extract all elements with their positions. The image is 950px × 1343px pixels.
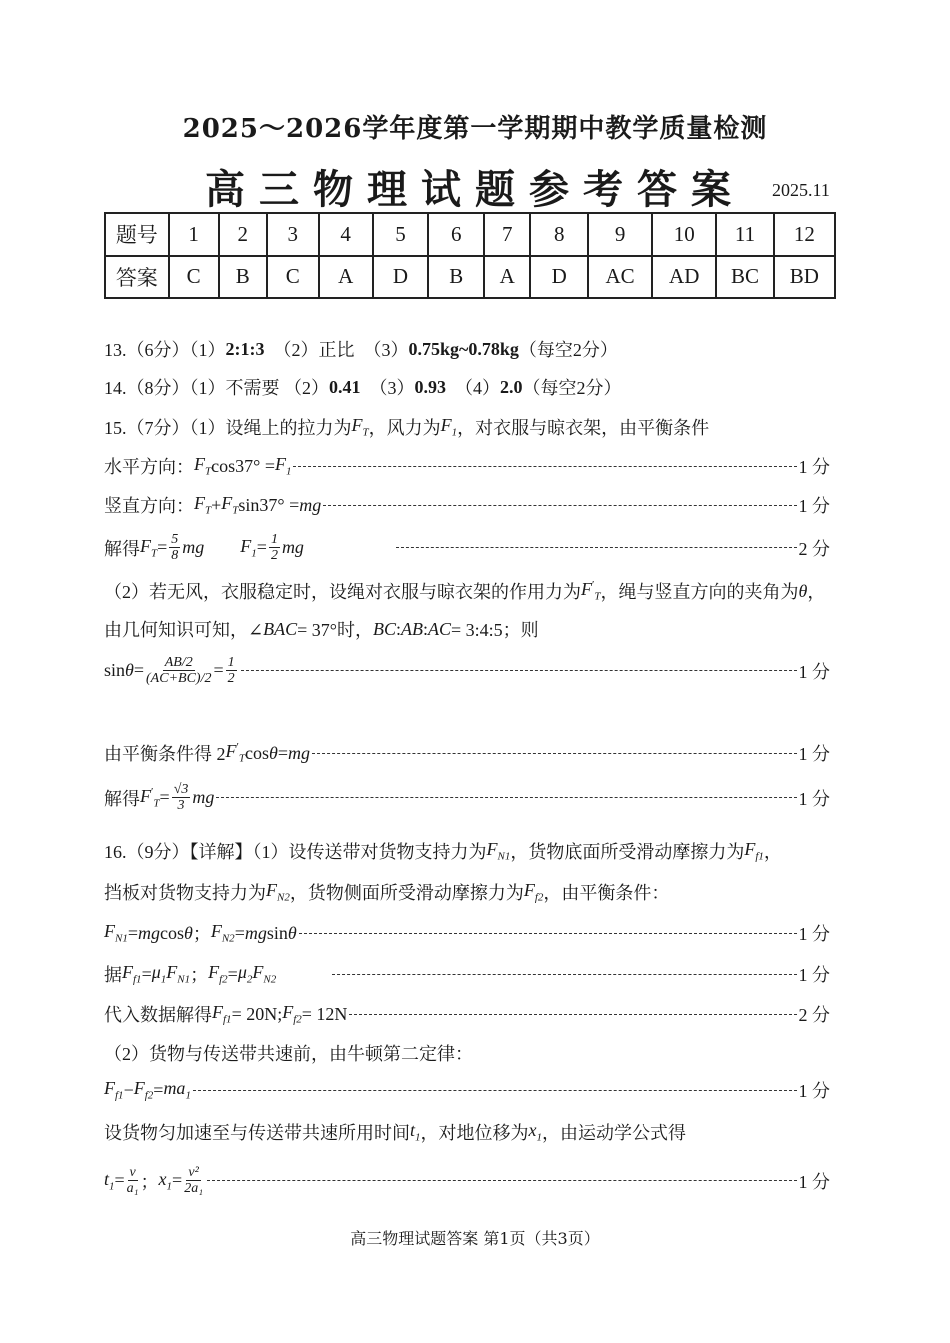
row-label: 题号 bbox=[105, 213, 169, 256]
math-variable bbox=[138, 923, 160, 944]
answer-cell: D bbox=[373, 256, 429, 299]
prime-mark: ′ bbox=[592, 579, 595, 592]
variable-symbol: F bbox=[486, 839, 498, 860]
prime-mark: ′ bbox=[151, 786, 154, 799]
math-variable bbox=[744, 839, 764, 863]
math-variable bbox=[104, 1169, 115, 1193]
variable-symbol: F bbox=[140, 786, 151, 807]
math-variable bbox=[221, 493, 238, 517]
text-segment: sin bbox=[266, 922, 288, 943]
text-segment: 代入数据解得 bbox=[104, 1005, 212, 1025]
text-segment: ，对地位移为 bbox=[420, 1123, 529, 1143]
variable-symbol: mg bbox=[281, 537, 304, 558]
answer-cell: B bbox=[428, 256, 484, 299]
answer-value: 2:1:3 bbox=[225, 338, 265, 359]
numerator: v bbox=[129, 1165, 136, 1180]
math-variable bbox=[163, 1078, 191, 1102]
variable-symbol: mg bbox=[244, 922, 267, 943]
variable-symbol: F bbox=[225, 741, 237, 762]
text-segment: = 20N; bbox=[231, 1003, 283, 1024]
variable-symbol: F bbox=[133, 1078, 145, 1099]
math-variable bbox=[275, 454, 292, 478]
numerator: 1 bbox=[270, 532, 278, 547]
subscript: f2 bbox=[534, 891, 544, 904]
text-segment: = 3:4:5；则 bbox=[451, 620, 539, 640]
subscript: 1 bbox=[536, 1131, 543, 1144]
text-segment: = bbox=[277, 742, 289, 763]
text-segment: cos37° = bbox=[211, 455, 275, 476]
dashed-leader bbox=[207, 1180, 796, 1181]
subscript: 1 bbox=[109, 1180, 115, 1193]
subscript: T bbox=[205, 465, 212, 478]
text-segment: （2）货物与传送带共速前，由牛顿第二定律： bbox=[104, 1044, 473, 1064]
text-segment: ，货物底面所受滑动摩擦力为 bbox=[510, 842, 745, 862]
answer-line bbox=[104, 879, 669, 905]
variable-symbol: μ bbox=[237, 962, 247, 983]
question-number-cell: 5 bbox=[373, 213, 429, 256]
text-segment: sin37° = bbox=[238, 494, 300, 515]
dashed-leader bbox=[332, 974, 796, 975]
denominator: 8 bbox=[171, 548, 179, 564]
answer-line bbox=[104, 920, 830, 946]
variable-symbol: θ bbox=[184, 922, 193, 943]
math-variable bbox=[240, 536, 257, 560]
subscript: f2 bbox=[219, 973, 228, 986]
variable-symbol: mg bbox=[299, 494, 322, 515]
subscript: 2 bbox=[246, 973, 253, 986]
math-variable bbox=[104, 921, 128, 945]
document-subtitle: 高三物理试题参考答案 bbox=[205, 166, 745, 213]
math-variable bbox=[125, 660, 134, 681]
answer-line bbox=[104, 1077, 830, 1103]
variable-symbol: F bbox=[266, 880, 277, 901]
text-segment: − bbox=[123, 1079, 134, 1100]
answer-line bbox=[104, 961, 830, 987]
variable-symbol: F bbox=[581, 579, 592, 600]
answer-line bbox=[104, 782, 830, 814]
math-variable bbox=[211, 921, 235, 945]
math-variable bbox=[428, 619, 451, 640]
answer-line bbox=[104, 1040, 473, 1066]
variable-symbol: mg bbox=[138, 922, 160, 943]
math-variable bbox=[134, 1078, 154, 1102]
variable-symbol: F bbox=[122, 962, 133, 983]
variable-symbol: t bbox=[104, 1169, 110, 1190]
variable-symbol: F bbox=[523, 880, 535, 901]
math-variable bbox=[410, 1120, 421, 1144]
math-variable bbox=[282, 537, 304, 558]
text-segment: 解得 bbox=[104, 788, 140, 809]
answer-cell: B bbox=[219, 256, 267, 299]
answer-cell: BC bbox=[716, 256, 773, 299]
answer-line bbox=[104, 578, 825, 604]
subscript: 1 bbox=[160, 973, 167, 986]
variable-symbol: F bbox=[166, 962, 178, 983]
text-segment: = 37°时， bbox=[297, 620, 373, 640]
text-segment: ， bbox=[807, 582, 826, 602]
page-footer: 高三物理试题答案 第1页（共3页） bbox=[350, 1229, 600, 1248]
answer-table bbox=[104, 212, 836, 299]
answer-line bbox=[104, 532, 830, 564]
math-variable bbox=[299, 495, 321, 516]
answer-cell: AC bbox=[588, 256, 652, 299]
variable-symbol: BAC bbox=[263, 618, 298, 639]
text-segment: 解得 bbox=[104, 538, 140, 559]
math-variable bbox=[282, 1002, 302, 1026]
fraction bbox=[226, 655, 237, 687]
variable-symbol: x bbox=[528, 1120, 537, 1141]
variable-symbol: F bbox=[208, 962, 220, 983]
text-segment: ，绳与竖直方向的夹角为 bbox=[600, 582, 799, 602]
fraction bbox=[269, 532, 280, 564]
denominator: 2 bbox=[270, 548, 278, 564]
variable-symbol: ma bbox=[163, 1078, 186, 1099]
math-variable bbox=[288, 743, 310, 764]
subscript: f1 bbox=[115, 1089, 124, 1102]
variable-symbol: t bbox=[410, 1120, 416, 1141]
text-segment: 设货物匀加速至与传送带共速所用时间 bbox=[104, 1123, 410, 1143]
score-label: 2 分 bbox=[798, 538, 830, 559]
question-number-cell: 6 bbox=[428, 213, 484, 256]
math-variable bbox=[401, 619, 423, 640]
dashed-leader bbox=[216, 797, 796, 798]
variable-symbol: mg bbox=[288, 742, 311, 763]
math-variable bbox=[182, 537, 195, 558]
text-segment: （4） bbox=[446, 378, 500, 398]
math-variable bbox=[184, 923, 193, 944]
variable-symbol: F bbox=[744, 839, 756, 860]
variable-symbol: θ bbox=[269, 742, 278, 763]
text-segment: 由几何知识可知，∠ bbox=[104, 620, 264, 640]
answer-line bbox=[104, 414, 709, 440]
text-segment: = bbox=[213, 660, 224, 681]
numerator: 1 bbox=[227, 655, 235, 670]
subscript: 1 bbox=[166, 1180, 173, 1193]
variable-symbol: F bbox=[440, 415, 452, 436]
subscript: N2 bbox=[263, 973, 277, 986]
text-segment: + bbox=[211, 494, 222, 515]
text-segment: = bbox=[133, 660, 145, 681]
answer-cell: BD bbox=[774, 256, 835, 299]
question-number-cell: 3 bbox=[267, 213, 319, 256]
variable-symbol: θ bbox=[125, 660, 134, 681]
variable-symbol: F bbox=[282, 1002, 294, 1023]
question-number-cell: 10 bbox=[652, 213, 716, 256]
subscript: f1 bbox=[133, 973, 142, 986]
question-number-cell: 2 bbox=[219, 213, 267, 256]
text-segment: 水平方向： bbox=[104, 457, 194, 477]
score-label: 1 分 bbox=[798, 457, 830, 477]
text-segment bbox=[304, 535, 394, 561]
answer-cell: A bbox=[319, 256, 373, 299]
answer-line bbox=[104, 336, 618, 362]
numerator: √3 bbox=[173, 782, 189, 797]
math-variable bbox=[441, 415, 458, 439]
text-segment: （2）正比 （3） bbox=[264, 340, 409, 360]
variable-symbol: μ bbox=[151, 962, 161, 983]
fraction bbox=[172, 782, 191, 814]
text-segment: ； bbox=[190, 965, 209, 985]
subscript: N1 bbox=[497, 850, 511, 863]
text-segment: ，风力为 bbox=[368, 418, 441, 438]
math-variable bbox=[266, 880, 290, 904]
fraction bbox=[146, 655, 211, 687]
math-variable bbox=[288, 923, 297, 944]
text-segment: 据 bbox=[104, 965, 122, 985]
fraction bbox=[184, 1165, 203, 1197]
math-variable bbox=[152, 962, 167, 986]
score-label: 1 分 bbox=[798, 1081, 830, 1101]
answer-row bbox=[105, 256, 835, 299]
dashed-leader bbox=[193, 1090, 797, 1091]
subscript: f2 bbox=[144, 1089, 154, 1102]
math-variable bbox=[195, 537, 204, 558]
text-segment: ； bbox=[192, 924, 211, 944]
text-segment: = 12N bbox=[301, 1003, 348, 1024]
answer-line bbox=[104, 453, 830, 479]
answer-value: 0.75kg~0.78kg bbox=[408, 338, 519, 359]
text-segment: = bbox=[157, 537, 168, 558]
score-label: 2 分 bbox=[798, 1005, 830, 1025]
score-label: 1 分 bbox=[798, 965, 830, 985]
text-segment: 挡板对货物支持力为 bbox=[104, 883, 266, 903]
math-variable bbox=[159, 1169, 173, 1193]
variable-symbol: F bbox=[212, 1002, 223, 1023]
answer-line bbox=[104, 1119, 686, 1145]
dashed-leader bbox=[323, 505, 796, 506]
text-segment: = bbox=[234, 922, 245, 943]
answer-cell: C bbox=[267, 256, 319, 299]
denominator: (AC+BC)/2 bbox=[146, 671, 212, 687]
text-segment: 16.（9分）【详解】（1）设传送带对货物支持力为 bbox=[104, 842, 487, 862]
text-segment: （2）若无风，衣服稳定时，设绳对衣服与晾衣架的作用力为 bbox=[104, 582, 581, 602]
text-segment: ，对衣服与晾衣架，由平衡条件 bbox=[457, 418, 710, 438]
subscript: N1 bbox=[177, 973, 191, 986]
text-segment: = bbox=[141, 963, 152, 984]
math-variable bbox=[192, 787, 214, 808]
math-variable bbox=[269, 743, 278, 764]
text-segment bbox=[204, 535, 240, 561]
math-variable bbox=[524, 880, 544, 904]
variable-symbol: F bbox=[240, 536, 252, 557]
score-label: 1 分 bbox=[798, 788, 830, 809]
subscript: T bbox=[238, 752, 246, 765]
answer-value: 0.93 bbox=[414, 376, 446, 397]
text-segment: = bbox=[172, 1170, 183, 1191]
fraction bbox=[169, 532, 180, 564]
fraction bbox=[127, 1165, 139, 1197]
answer-cell: C bbox=[169, 256, 219, 299]
answer-line bbox=[104, 374, 622, 400]
text-segment: : bbox=[422, 618, 428, 639]
text-segment: = bbox=[256, 537, 267, 558]
text-segment: = bbox=[127, 922, 138, 943]
subscript: 1 bbox=[415, 1131, 421, 1144]
text-segment: = bbox=[159, 787, 170, 808]
math-variable bbox=[140, 536, 157, 560]
text-segment: ，货物侧面所受滑动摩擦力为 bbox=[289, 883, 524, 903]
numerator: AB/2 bbox=[164, 655, 193, 670]
subscript: N1 bbox=[115, 932, 128, 945]
score-label: 1 分 bbox=[798, 1171, 830, 1192]
denominator: a₁ bbox=[126, 1181, 139, 1197]
text-segment: 15.（7分）（1）设绳上的拉力为 bbox=[104, 418, 352, 438]
answer-cell: AD bbox=[652, 256, 716, 299]
score-label: 1 分 bbox=[798, 496, 830, 516]
variable-symbol: m bbox=[182, 537, 196, 558]
math-variable bbox=[529, 1120, 543, 1144]
dashed-leader bbox=[299, 933, 797, 934]
denominator: 2 bbox=[227, 671, 235, 687]
answer-line bbox=[104, 1001, 830, 1027]
subscript: N2 bbox=[221, 932, 235, 945]
math-variable bbox=[352, 415, 369, 439]
denominator: 2a₁ bbox=[184, 1181, 204, 1197]
text-segment: ，由平衡条件： bbox=[543, 883, 670, 903]
variable-symbol: AC bbox=[428, 618, 452, 639]
question-number-cell: 4 bbox=[319, 213, 373, 256]
math-variable bbox=[104, 1078, 124, 1102]
text-segment: sin bbox=[104, 660, 126, 681]
variable-symbol: F bbox=[140, 536, 151, 557]
answer-line bbox=[104, 492, 830, 518]
variable-symbol: AB bbox=[400, 618, 423, 639]
text-segment: : bbox=[395, 618, 401, 639]
variable-symbol: θ bbox=[798, 580, 808, 601]
math-variable bbox=[238, 962, 253, 986]
question-number-row bbox=[105, 213, 835, 256]
question-number-cell: 11 bbox=[716, 213, 773, 256]
text-segment: ，由运动学公式得 bbox=[542, 1123, 687, 1143]
subscript: f1 bbox=[223, 1013, 232, 1026]
text-segment bbox=[276, 961, 330, 987]
subscript: 1 bbox=[251, 547, 257, 560]
question-number-cell: 12 bbox=[774, 213, 835, 256]
subscript: 1 bbox=[285, 465, 292, 478]
score-label: 1 分 bbox=[798, 924, 830, 944]
variable-symbol: F bbox=[351, 415, 363, 436]
subscript: 1 bbox=[451, 426, 458, 439]
dashed-leader bbox=[312, 753, 796, 754]
math-variable bbox=[194, 454, 211, 478]
math-variable bbox=[226, 741, 246, 765]
math-variable bbox=[122, 962, 142, 986]
math-variable bbox=[581, 579, 601, 603]
text-segment: （每空2分） bbox=[522, 378, 622, 398]
dashed-leader bbox=[241, 670, 797, 671]
dashed-leader bbox=[396, 547, 797, 548]
score-label: 1 分 bbox=[798, 744, 830, 764]
variable-symbol: F bbox=[210, 921, 222, 942]
text-segment: 竖直方向： bbox=[104, 496, 194, 516]
text-segment: 14.（8分）（1）不需要 （2） bbox=[104, 378, 329, 398]
math-variable bbox=[487, 839, 511, 863]
variable-symbol: x bbox=[158, 1169, 167, 1190]
math-variable bbox=[373, 619, 396, 640]
text-segment: （3） bbox=[360, 378, 415, 398]
text-segment: ； bbox=[140, 1171, 159, 1192]
subscript: 1 bbox=[185, 1089, 191, 1102]
text-segment: cos bbox=[245, 742, 270, 763]
math-variable bbox=[245, 923, 267, 944]
subscript: N2 bbox=[277, 891, 290, 904]
subscript: T bbox=[362, 426, 369, 439]
dashed-leader bbox=[349, 1014, 796, 1015]
math-variable bbox=[263, 619, 297, 640]
math-variable bbox=[799, 581, 808, 602]
question-number-cell: 7 bbox=[484, 213, 530, 256]
question-number-cell: 9 bbox=[588, 213, 652, 256]
text-segment: （每空2分） bbox=[518, 340, 618, 360]
dashed-leader bbox=[293, 466, 796, 467]
subscript: T bbox=[151, 547, 158, 560]
prime-mark: ′ bbox=[236, 741, 239, 754]
answer-line bbox=[104, 655, 830, 687]
variable-symbol: F bbox=[104, 1078, 115, 1099]
text-segment: = bbox=[227, 963, 238, 984]
answer-cell: D bbox=[530, 256, 588, 299]
math-variable bbox=[194, 493, 211, 517]
math-variable bbox=[208, 962, 228, 986]
denominator: 3 bbox=[177, 798, 185, 814]
text-segment: 13.（6分）（1） bbox=[104, 340, 226, 360]
row-label: 答案 bbox=[105, 256, 169, 299]
subscript: T bbox=[153, 797, 160, 810]
answer-line bbox=[104, 1165, 830, 1197]
text-segment: = bbox=[153, 1079, 164, 1100]
subscript: T bbox=[594, 590, 601, 603]
text-segment: ， bbox=[763, 842, 782, 862]
variable-symbol: F bbox=[274, 454, 286, 475]
question-number-cell: 8 bbox=[530, 213, 588, 256]
text-segment: 由平衡条件得 2 bbox=[104, 744, 226, 764]
variable-symbol: g bbox=[195, 537, 205, 558]
variable-symbol: F bbox=[252, 962, 264, 983]
variable-symbol: mg bbox=[192, 787, 215, 808]
answer-line bbox=[104, 740, 830, 766]
answer-value: 2.0 bbox=[500, 376, 523, 397]
variable-symbol: F bbox=[194, 493, 205, 514]
variable-symbol: F bbox=[104, 921, 115, 942]
math-variable bbox=[212, 1002, 232, 1026]
variable-symbol: F bbox=[194, 454, 205, 475]
answer-value: 0.41 bbox=[329, 376, 361, 397]
answer-cell: A bbox=[484, 256, 530, 299]
answer-line bbox=[104, 616, 539, 642]
answer-line bbox=[104, 838, 782, 864]
math-variable bbox=[252, 962, 276, 986]
question-number-cell: 1 bbox=[169, 213, 219, 256]
subscript: f2 bbox=[293, 1013, 302, 1026]
numerator: v² bbox=[188, 1165, 199, 1180]
text-segment: cos bbox=[160, 922, 184, 943]
variable-symbol: BC bbox=[372, 618, 396, 639]
variable-symbol: F bbox=[221, 493, 233, 514]
score-label: 1 分 bbox=[798, 661, 830, 682]
math-variable bbox=[166, 962, 190, 986]
exam-title: 2025～2026学年度第一学期期中教学质量检测 bbox=[182, 114, 768, 144]
variable-symbol: θ bbox=[287, 922, 297, 943]
text-segment: = bbox=[114, 1170, 125, 1191]
document-date: 2025.11 bbox=[772, 180, 830, 200]
numerator: 5 bbox=[171, 532, 179, 547]
math-variable bbox=[140, 786, 160, 810]
subscript: T bbox=[232, 504, 239, 517]
subscript: T bbox=[205, 504, 212, 517]
subscript: f1 bbox=[755, 850, 764, 863]
